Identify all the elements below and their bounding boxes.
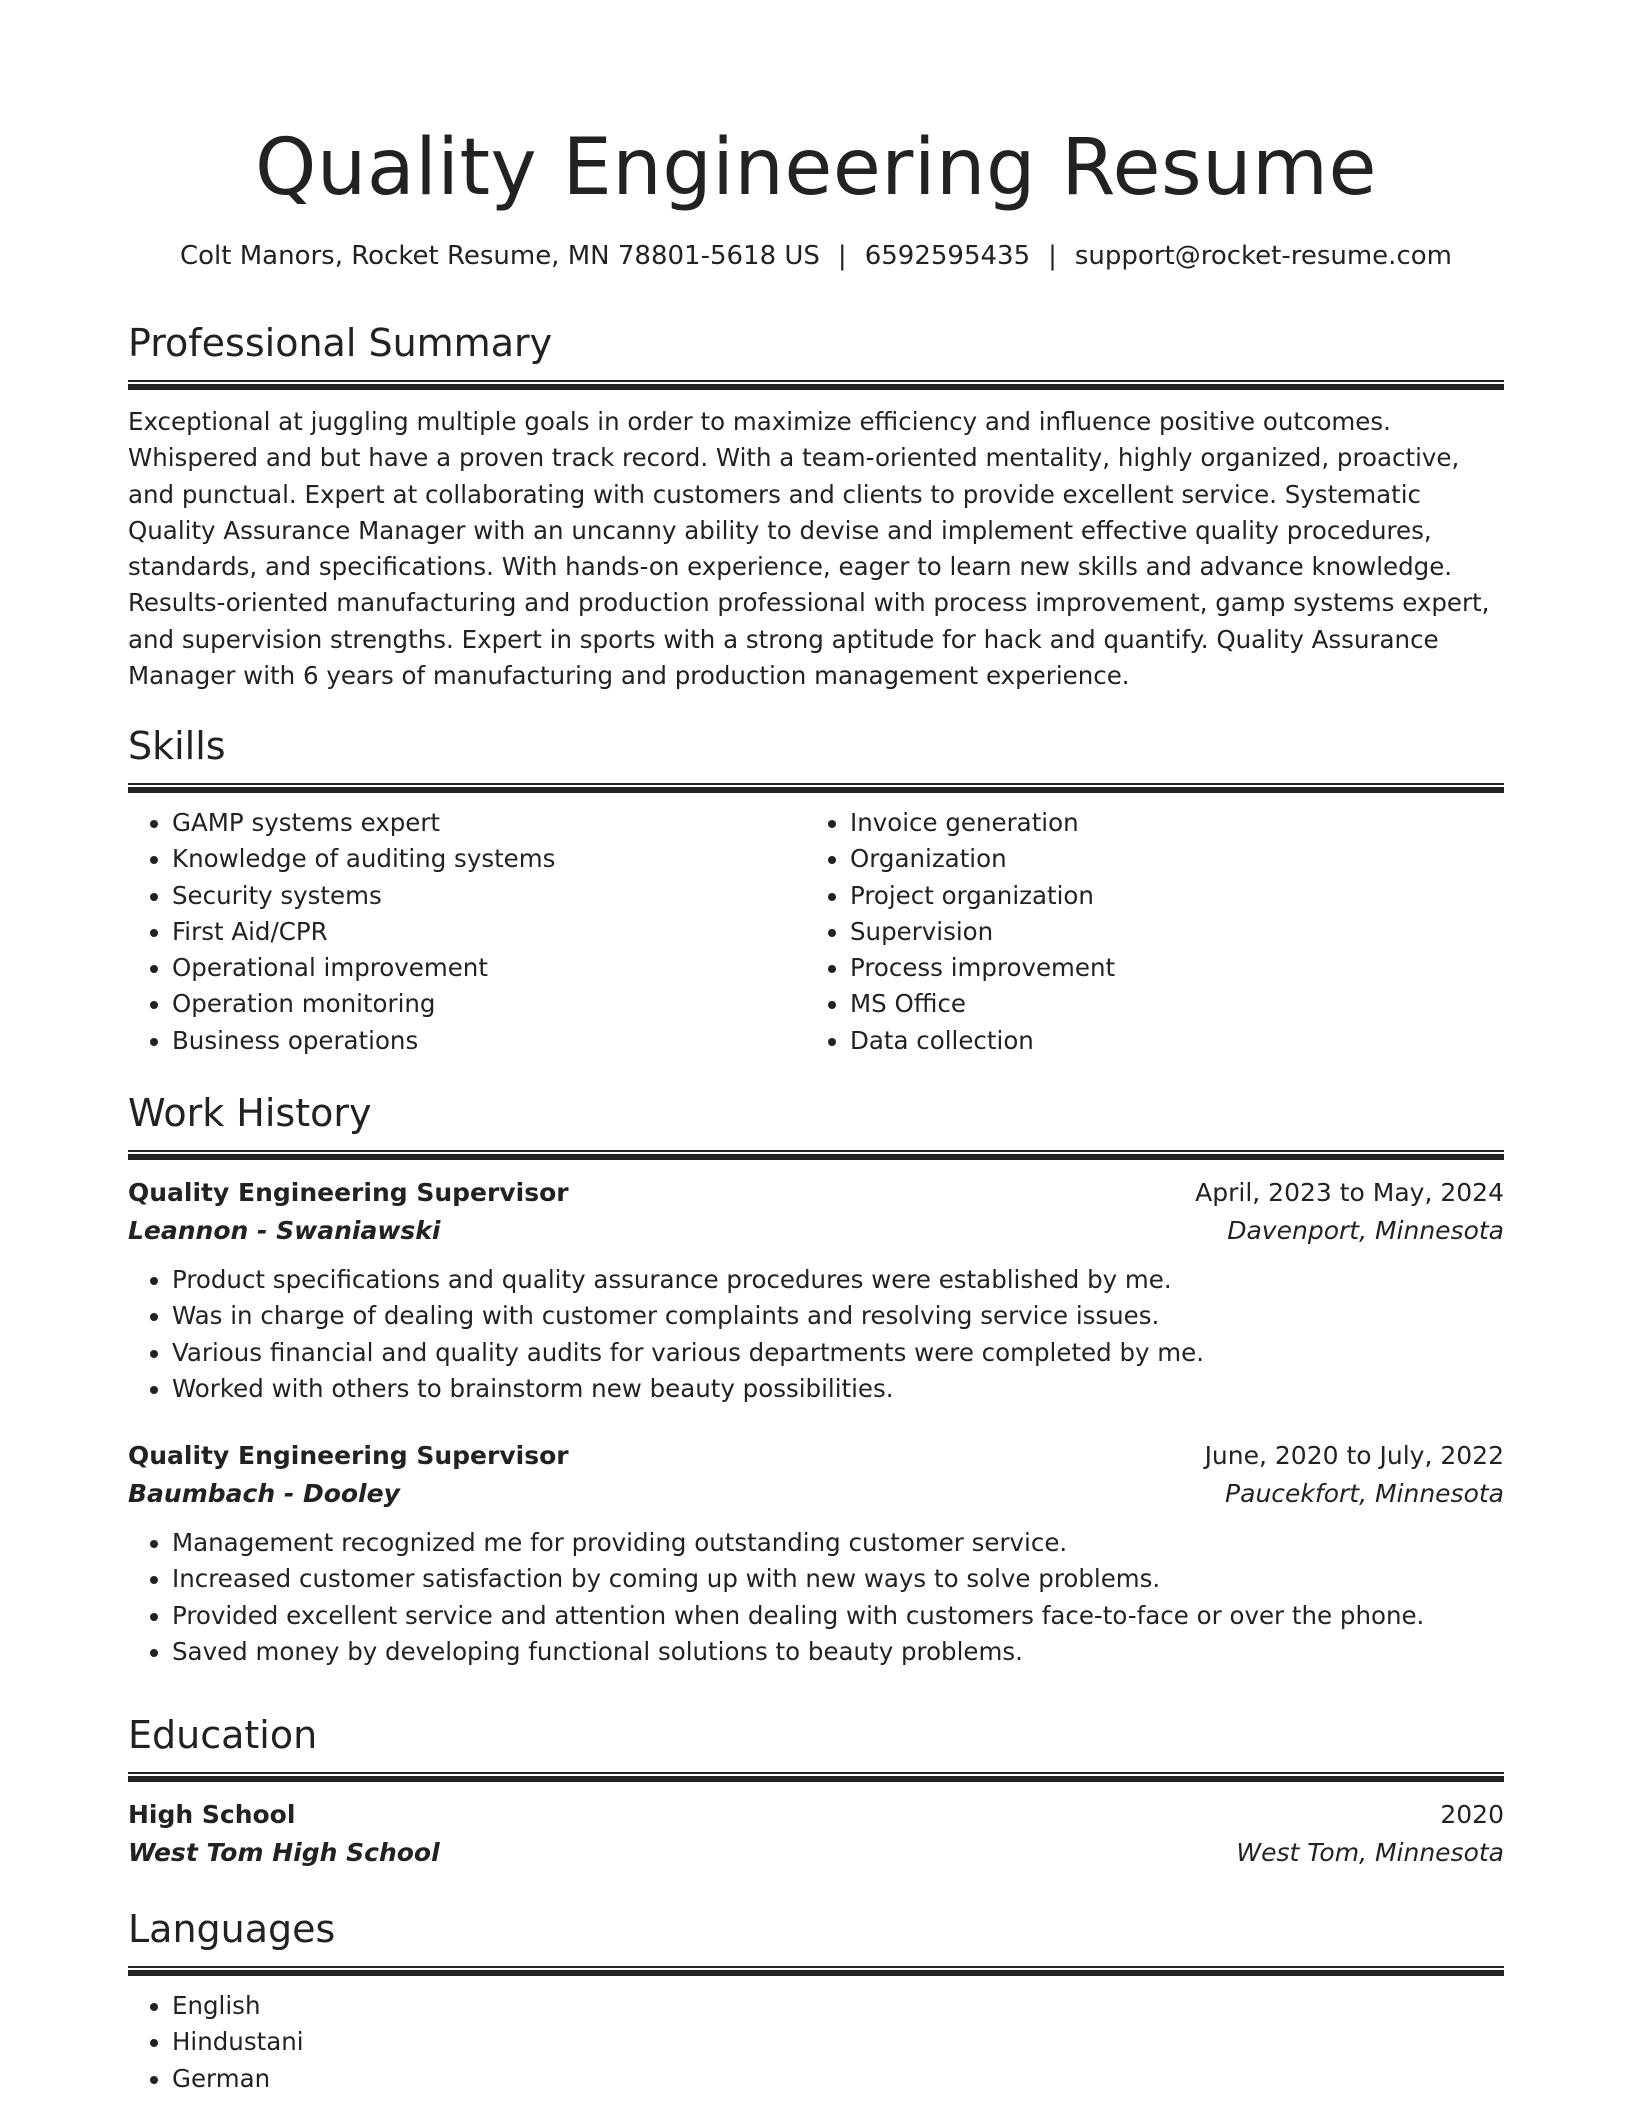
job-entry bbox=[128, 1174, 1504, 1407]
section-divider bbox=[128, 1966, 1504, 1976]
skill-item: • Invoice generation bbox=[850, 805, 1484, 841]
job-header-row bbox=[128, 1437, 1504, 1475]
skill-item: • Process improvement bbox=[850, 950, 1484, 986]
job-title: Quality Engineering Supervisor bbox=[128, 1441, 569, 1471]
summary-section bbox=[128, 318, 1504, 694]
job-bullet: • Provided excellent service and attention when dealing with customers face-to-face or over the phone. bbox=[172, 1598, 1504, 1634]
job-company: Leannon - Swaniawski bbox=[128, 1216, 441, 1245]
education-year: 2020 bbox=[1440, 1800, 1504, 1829]
section-divider bbox=[128, 1150, 1504, 1160]
languages-list bbox=[128, 1988, 1504, 2097]
contact-email: support@rocket-resume.com bbox=[1074, 241, 1452, 271]
contact-phone: 6592595435 bbox=[864, 241, 1031, 271]
summary-heading: Professional Summary bbox=[128, 321, 553, 365]
job-entry bbox=[128, 1437, 1504, 1670]
skill-item: • Supervision bbox=[850, 914, 1484, 950]
section-divider bbox=[128, 783, 1504, 793]
education-entry bbox=[128, 1796, 1504, 1872]
education-header-row bbox=[128, 1796, 1504, 1834]
education-school: West Tom High School bbox=[128, 1838, 440, 1867]
job-bullet: • Saved money by developing functional solutions to beauty problems. bbox=[172, 1634, 1504, 1670]
skill-item: • Data collection bbox=[850, 1023, 1484, 1059]
skills-columns bbox=[128, 805, 1504, 1059]
job-bullets bbox=[128, 1262, 1504, 1407]
education-degree: High School bbox=[128, 1800, 296, 1829]
languages-heading: Languages bbox=[128, 1907, 336, 1951]
skills-list-left bbox=[128, 805, 806, 1059]
work-history-section bbox=[128, 1088, 1504, 1670]
language-item: • English bbox=[172, 1988, 1504, 2024]
job-bullet: • Increased customer satisfaction by coming up with new ways to solve problems. bbox=[172, 1561, 1504, 1597]
job-bullet: • Was in charge of dealing with customer complaints and resolving service issues. bbox=[172, 1298, 1504, 1334]
job-bullet: • Various financial and quality audits for various departments were completed by me. bbox=[172, 1335, 1504, 1371]
skill-item: • MS Office bbox=[850, 986, 1484, 1022]
skills-heading: Skills bbox=[128, 724, 226, 768]
resume-title: Quality Engineering Resume bbox=[254, 123, 1378, 213]
contact-separator: | bbox=[1048, 241, 1057, 271]
language-item: • Hindustani bbox=[172, 2024, 1504, 2060]
skill-item: • Business operations bbox=[172, 1023, 806, 1059]
contact-address: Colt Manors, Rocket Resume, MN 78801-5618 US bbox=[180, 241, 820, 271]
education-subheader-row bbox=[128, 1834, 1504, 1872]
education-location: West Tom, Minnesota bbox=[1236, 1838, 1504, 1867]
education-heading: Education bbox=[128, 1713, 318, 1757]
summary-text: Exceptional at juggling multiple goals in order to maximize efficiency and influence positive outcomes. Whispered and but have a proven track record. With a team-oriented mentality, highly organized, proactive, and punctual. Expert at collaborating with customers and clients to provide excellent service. Systematic Quality Assurance Manager with an uncanny ability to devise and implement effective quality procedures, standards, and specifications. With hands-on experience, eager to learn new skills and advance knowledge. Results-oriented manufacturing and production professional with process improvement, gamp systems expert, and supervision strengths. Expert in sports with a strong aptitude for hack and quantify. Quality Assurance Manager with 6 years of manufacturing and production management experience. bbox=[128, 407, 1490, 691]
job-dates: June, 2020 to July, 2022 bbox=[1204, 1441, 1504, 1471]
skill-item: • Security systems bbox=[172, 878, 806, 914]
job-company: Baumbach - Dooley bbox=[128, 1479, 400, 1509]
job-location: Paucekfort, Minnesota bbox=[1225, 1479, 1504, 1509]
skill-item: • Operation monitoring bbox=[172, 986, 806, 1022]
skill-item: • Project organization bbox=[850, 878, 1484, 914]
work-history-heading: Work History bbox=[128, 1091, 372, 1135]
job-bullet: • Product specifications and quality assurance procedures were established by me. bbox=[172, 1262, 1504, 1298]
contact-separator: | bbox=[837, 241, 847, 271]
skill-item: • First Aid/CPR bbox=[172, 914, 806, 950]
skills-section bbox=[128, 721, 1504, 1059]
skill-item: • GAMP systems expert bbox=[172, 805, 806, 841]
job-title: Quality Engineering Supervisor bbox=[128, 1178, 569, 1207]
job-subheader-row bbox=[128, 1475, 1504, 1513]
skill-item: • Operational improvement bbox=[172, 950, 806, 986]
education-section bbox=[128, 1710, 1504, 1872]
skill-item: • Organization bbox=[850, 841, 1484, 877]
job-location: Davenport, Minnesota bbox=[1227, 1216, 1504, 1245]
contact-line bbox=[128, 238, 1504, 274]
languages-section bbox=[128, 1904, 1504, 2097]
language-item: • German bbox=[172, 2061, 1504, 2097]
skills-list-right bbox=[806, 805, 1484, 1059]
job-header-row bbox=[128, 1174, 1504, 1212]
job-bullet: • Worked with others to brainstorm new beauty possibilities. bbox=[172, 1371, 1504, 1407]
section-divider bbox=[128, 380, 1504, 390]
job-bullet: • Management recognized me for providing outstanding customer service. bbox=[172, 1525, 1504, 1561]
job-bullets bbox=[128, 1525, 1504, 1670]
job-dates: April, 2023 to May, 2024 bbox=[1195, 1178, 1504, 1207]
skill-item: • Knowledge of auditing systems bbox=[172, 841, 806, 877]
job-subheader-row bbox=[128, 1212, 1504, 1250]
section-divider bbox=[128, 1772, 1504, 1782]
